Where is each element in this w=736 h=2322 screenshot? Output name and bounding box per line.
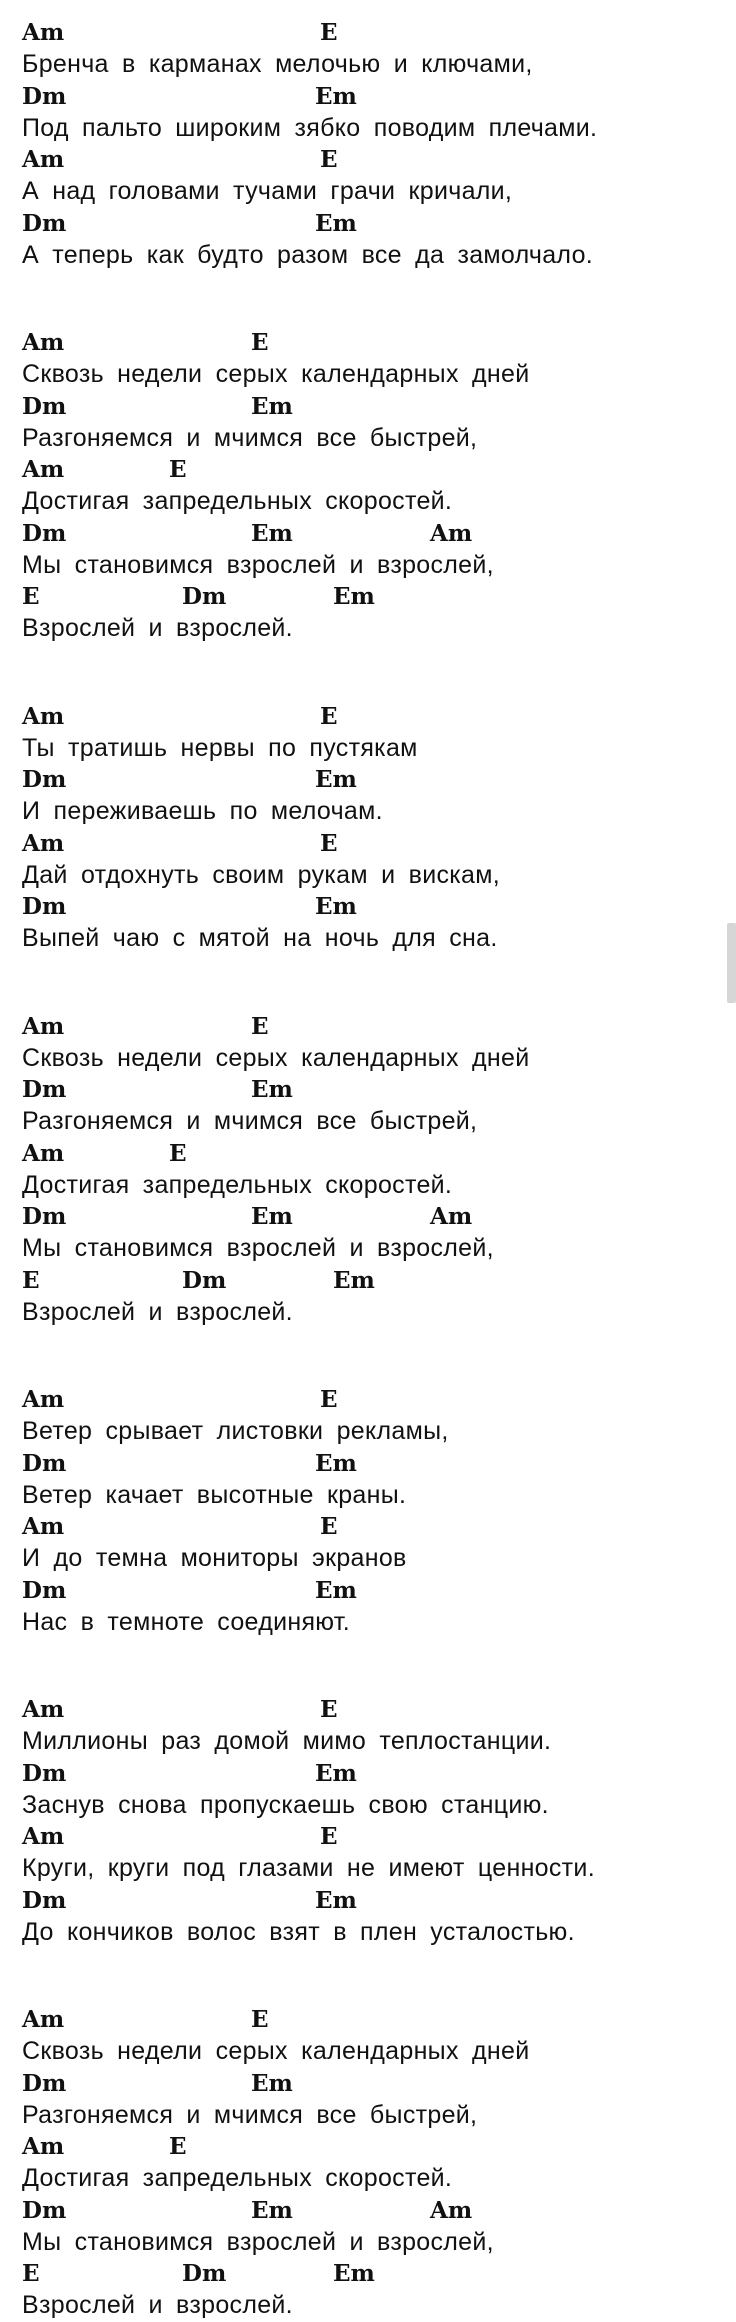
- chord-label: Am: [22, 329, 65, 356]
- lyric-line: Заснув снова пропускаешь свою станцию.: [22, 1790, 549, 1819]
- chord-label: Dm: [22, 209, 67, 237]
- chord-label: E: [251, 1012, 269, 1040]
- chord-label: E: [22, 1266, 40, 1294]
- chord-label: Am: [22, 1696, 65, 1723]
- chord-line: [22, 145, 722, 175]
- chord-label: Dm: [22, 1886, 67, 1914]
- lyric-line: Взрослей и взрослей.: [22, 1297, 293, 1326]
- chord-label: Em: [333, 2260, 375, 2287]
- lyric-line: Дай отдохнуть своим рукам и вискам,: [22, 860, 500, 889]
- chord-label: Am: [22, 1386, 65, 1413]
- lyric-line: Ветер качает высотные краны.: [22, 1480, 407, 1509]
- chord-label: Em: [251, 2196, 293, 2224]
- chord-label: E: [320, 1386, 338, 1413]
- chord-label: Em: [251, 392, 293, 420]
- chord-label: Am: [22, 1012, 65, 1040]
- chord-label: Em: [251, 519, 293, 547]
- lyric-line: Разгоняемся и мчимся все быстрей,: [22, 2100, 478, 2129]
- chord-label: E: [169, 1139, 187, 1167]
- lyric-line: Взрослей и взрослей.: [22, 2291, 293, 2319]
- chord-line: [22, 1886, 722, 1916]
- chord-line: [22, 328, 722, 358]
- lyric-line: Нас в темноте соединяют.: [22, 1607, 351, 1636]
- chord-line: [22, 1512, 722, 1542]
- chord-label: Dm: [22, 392, 67, 420]
- chord-label: E: [320, 1823, 338, 1850]
- lyric-line: Мы становимся взрослей и взрослей,: [22, 550, 494, 579]
- chord-label: E: [251, 329, 269, 356]
- chord-label: Dm: [22, 893, 67, 920]
- chord-label: Dm: [182, 1266, 227, 1294]
- chord-line: [22, 519, 722, 549]
- chord-line: [22, 209, 722, 239]
- chord-label: E: [320, 702, 338, 730]
- lyric-line: Взрослей и взрослей.: [22, 614, 293, 642]
- chord-label: Em: [251, 1076, 293, 1103]
- chord-label: Dm: [22, 1076, 67, 1103]
- chord-label: Em: [315, 766, 357, 793]
- lyric-line: Круги, круги под глазами не имеют ценности.: [22, 1854, 595, 1882]
- lyric-line: Достигая запредельных скоростей.: [22, 487, 453, 515]
- chord-label: E: [22, 2260, 40, 2287]
- chord-line: [22, 829, 722, 859]
- chord-label: E: [169, 2133, 187, 2160]
- scrollbar-thumb[interactable]: [727, 923, 736, 1003]
- chord-line: [22, 455, 722, 485]
- lyric-line: И переживаешь по мелочам.: [22, 797, 383, 825]
- lyric-line: Достигая запредельных скоростей.: [22, 2164, 453, 2192]
- lyric-line: Под пальто широким зябко поводим плечами.: [22, 113, 598, 142]
- chord-label: E: [320, 19, 338, 46]
- lyric-line: Выпей чаю с мятой на ночь для сна.: [22, 924, 498, 952]
- lyric-line: И до темна мониторы экранов: [22, 1544, 407, 1572]
- chord-label: Am: [22, 702, 65, 730]
- chord-label: Dm: [22, 1759, 67, 1787]
- chord-label: Dm: [22, 519, 67, 547]
- chord-label: Am: [430, 519, 473, 547]
- chord-label: E: [320, 1513, 338, 1540]
- chord-line: [22, 892, 722, 922]
- chord-line: [22, 1822, 722, 1852]
- chord-line: [22, 1576, 722, 1606]
- chord-label: E: [320, 146, 338, 173]
- chord-label: Em: [333, 583, 375, 610]
- chord-label: E: [251, 2006, 269, 2033]
- chord-line: [22, 1695, 722, 1725]
- chord-label: E: [320, 829, 338, 857]
- chord-label: Em: [315, 82, 357, 110]
- chord-label: Dm: [182, 583, 227, 610]
- chord-line: [22, 1759, 722, 1789]
- chord-line: [22, 1075, 722, 1105]
- chord-label: Dm: [22, 766, 67, 793]
- chord-label: Em: [315, 209, 357, 237]
- chord-label: Am: [22, 1139, 65, 1167]
- chord-label: Am: [22, 829, 65, 857]
- chord-label: Am: [430, 1203, 473, 1230]
- chord-label: Em: [315, 1449, 357, 1477]
- chord-label: E: [320, 1696, 338, 1723]
- lyric-line: Ветер срывает листовки рекламы,: [22, 1417, 449, 1445]
- lyric-line: Ты тратишь нервы по пустякам: [22, 733, 418, 762]
- chord-line: [22, 2132, 722, 2162]
- chord-label: Dm: [22, 1576, 67, 1604]
- lyric-line: Мы становимся взрослей и взрослей,: [22, 1234, 494, 1262]
- chord-label: E: [169, 456, 187, 483]
- lyric-line: А теперь как будто разом все да замолчало.: [22, 240, 594, 269]
- chord-label: Am: [430, 2196, 473, 2224]
- chord-line: [22, 2005, 722, 2035]
- chord-line: [22, 2196, 722, 2226]
- lyric-line: Разгоняемся и мчимся все быстрей,: [22, 1107, 478, 1135]
- chord-label: Dm: [22, 82, 67, 110]
- chord-label: Em: [251, 1203, 293, 1230]
- chord-label: Dm: [22, 1449, 67, 1477]
- chord-line: [22, 1449, 722, 1479]
- lyric-line: А над головами тучами грачи кричали,: [22, 177, 513, 205]
- chord-label: Am: [22, 146, 65, 173]
- lyric-line: Достигая запредельных скоростей.: [22, 1170, 453, 1199]
- chord-label: Dm: [22, 1203, 67, 1230]
- lyric-line: Бренча в карманах мелочью и ключами,: [22, 50, 533, 78]
- chord-line: [22, 765, 722, 795]
- chord-label: Am: [22, 456, 65, 483]
- chord-line: [22, 82, 722, 112]
- chord-line: [22, 1012, 722, 1042]
- chord-line: [22, 1385, 722, 1415]
- chord-label: Am: [22, 1823, 65, 1850]
- chord-line: [22, 18, 722, 48]
- chord-label: Em: [315, 1576, 357, 1604]
- lyric-line: До кончиков волос взят в плен усталостью.: [22, 1917, 575, 1946]
- chord-label: Dm: [22, 2196, 67, 2224]
- chord-label: Em: [315, 893, 357, 920]
- chord-label: Dm: [22, 2069, 67, 2097]
- chord-line: [22, 1266, 722, 1296]
- lyric-line: Мы становимся взрослей и взрослей,: [22, 2227, 494, 2256]
- chord-label: Em: [333, 1266, 375, 1294]
- chord-label: Dm: [182, 2260, 227, 2287]
- chord-line: [22, 2259, 722, 2289]
- lyric-line: Сквозь недели серых календарных дней: [22, 360, 530, 388]
- chord-line: [22, 582, 722, 612]
- chord-line: [22, 702, 722, 732]
- chord-label: E: [22, 583, 40, 610]
- lyric-line: Разгоняемся и мчимся все быстрей,: [22, 423, 478, 452]
- lyric-line: Сквозь недели серых календарных дней: [22, 2037, 530, 2065]
- chord-label: Em: [315, 1886, 357, 1914]
- chord-label: Am: [22, 2006, 65, 2033]
- chord-label: Em: [251, 2069, 293, 2097]
- chord-line: [22, 392, 722, 422]
- chord-line: [22, 2069, 722, 2099]
- chord-line: [22, 1139, 722, 1169]
- lyric-line: Миллионы раз домой мимо теплостанции.: [22, 1727, 552, 1755]
- chord-label: Am: [22, 19, 65, 46]
- chord-label: Am: [22, 1513, 65, 1540]
- chord-label: Am: [22, 2133, 65, 2160]
- lyric-line: Сквозь недели серых календарных дней: [22, 1043, 530, 1072]
- chord-label: Em: [315, 1759, 357, 1787]
- chord-line: [22, 1202, 722, 1232]
